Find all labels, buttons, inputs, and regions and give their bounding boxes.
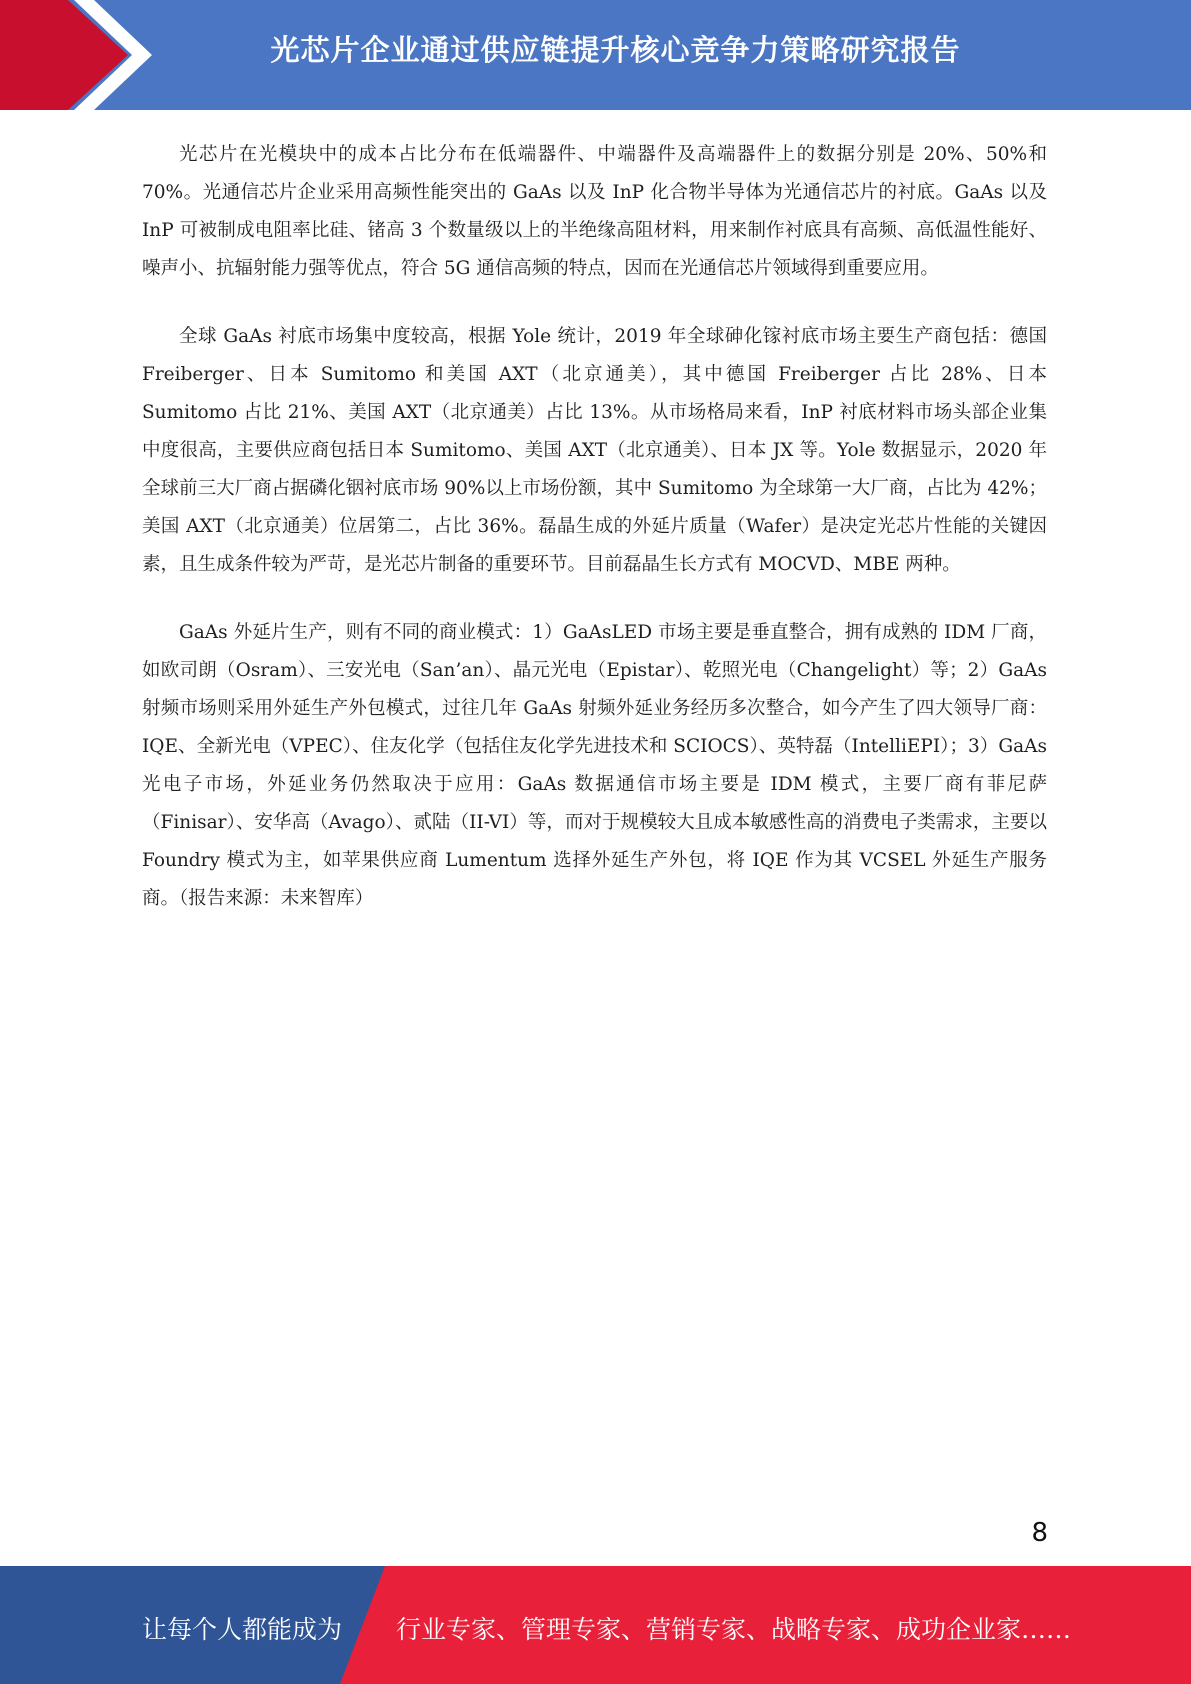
page-header <box>0 0 1191 110</box>
paragraph-1: 光芯片在光模块中的成本占比分布在低端器件、中端器件及高端器件上的数据分别是 20%、50%和 70%。光通信芯片企业采用高频性能突出的 GaAs 以及 InP 化合物半导体为光通信芯片的衬底。GaAs 以及 InP 可被制成电阻率比硅、锗高 3 个数量级以上的半绝缘高阻材料，用来制作衬底具有高频、高低温性能好、噪声小、抗辐射能力强等优点，符合 5G 通信高频的特点，因而在光通信芯片领域得到重要应用。 <box>142 144 1047 279</box>
footer-slogan-left: 让每个人都能成为 <box>142 1615 343 1644</box>
paragraph-2: 全球 GaAs 衬底市场集中度较高，根据 Yole 统计，2019 年全球砷化镓衬底市场主要生产商包括：德国 Freiberger、日本 Sumitomo 和美国 AXT（北京通美），其中德国 Freiberger 占比 28%、日本 Sumitomo 占比 21%、美国 AXT（北京通美）占比 13%。从市场格局来看，InP 衬底材料市场头部企业集中度很高，主要供应商包括日本 Sumitomo、美国 AXT（北京通美）、日本 JX 等。Yole 数据显示，2020 年全球前三大厂商占据磷化铟衬底市场 90%以上市场份额，其中 Sumitomo 为全球第一大厂商，占比为 42%；美国 AXT（北京通美）位居第二，占比 36%。磊晶生成的外延片质量（Wafer）是决定光芯片性能的关键因素，且生成条件较为严苛，是光芯片制备的重要环节。目前磊晶生长方式有 MOCVD、MBE 两种。 <box>142 326 1047 575</box>
paragraph-3: GaAs 外延片生产，则有不同的商业模式：1）GaAsLED 市场主要是垂直整合，拥有成熟的 IDM 厂商，如欧司朗（Osram）、三安光电（San’an）、晶元光电（Epistar）、乾照光电（Changelight）等；2）GaAs 射频市场则采用外延生产外包模式，过往几年 GaAs 射频外延业务经历多次整合，如今产生了四大领导厂商：IQE、全新光电（VPEC）、住友化学（包括住友化学先进技术和 SCIOCS）、英特磊（IntelliEPI）；3）GaAs 光电子市场，外延业务仍然取决于应用：GaAs 数据通信市场主要是 IDM 模式，主要厂商有菲尼萨（Finisar）、安华高（Avago）、贰陆（II-VI）等，而对于规模较大且成本敏感性高的消费电子类需求，主要以 Foundry 模式为主，如苹果供应商 Lumentum 选择外延生产外包，将 IQE 作为其 VCSEL 外延生产服务商。（报告来源：未来智库） <box>142 622 1047 909</box>
report-body <box>142 136 1047 948</box>
page-footer <box>0 1566 1191 1684</box>
page-number: 8 <box>1031 1518 1048 1548</box>
footer-slogan-right: 行业专家、管理专家、营销专家、战略专家、成功企业家…… <box>396 1615 1072 1644</box>
page-title: 光芯片企业通过供应链提升核心竞争力策略研究报告 <box>270 33 961 67</box>
